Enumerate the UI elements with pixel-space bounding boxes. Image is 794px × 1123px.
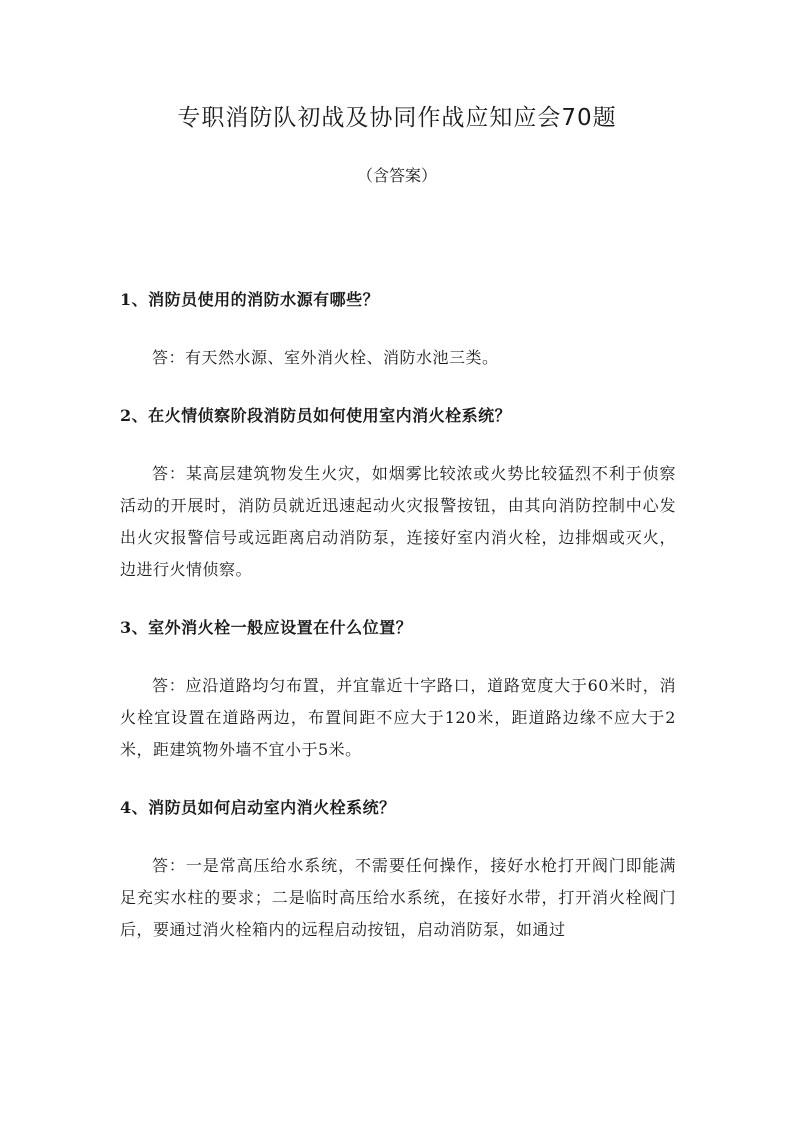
question-3: 3、室外消火栓一般应设置在什么位置？ <box>120 618 413 637</box>
answer-3: 答：应沿道路均匀布置，并宜靠近十字路口，道路宽度大于60米时，消火栓宜设置在道路两边，布置间距不应大于120米，距道路边缘不应大于2米，距建筑物外墙不宜小于5米。 <box>120 676 676 759</box>
qa-list <box>120 284 676 946</box>
answer-1: 答：有天然水源、室外消火栓、消防水池三类。 <box>152 348 499 367</box>
question-4: 4、消防员如何启动室内消火栓系统？ <box>120 798 396 817</box>
answer-2: 答：某高层建筑物发生火灾，如烟雾比较浓或火势比较猛烈不利于侦察活动的开展时，消防员就近迅速起动火灾报警按钮，由其向消防控制中心发出火灾报警信号或远距离启动消防泵，连接好室内消火栓，边排烟或灭火，边进行火情侦察。 <box>120 464 676 579</box>
question-2: 2、在火情侦察阶段消防员如何使用室内消火栓系统？ <box>120 406 512 425</box>
document-title: 专职消防队初战及协同作战应知应会70题 <box>177 105 617 131</box>
answer-4: 答：一是常高压给水系统，不需要任何操作，接好水枪打开阀门即能满足充实水柱的要求；二是临时高压给水系统，在接好水带，打开消火栓阀门后，要通过消火栓箱内的远程启动按钮，启动消防泵，如通过 <box>120 856 676 939</box>
question-1: 1、消防员使用的消防水源有哪些？ <box>120 290 380 309</box>
document-subtitle: （含答案） <box>356 166 437 185</box>
